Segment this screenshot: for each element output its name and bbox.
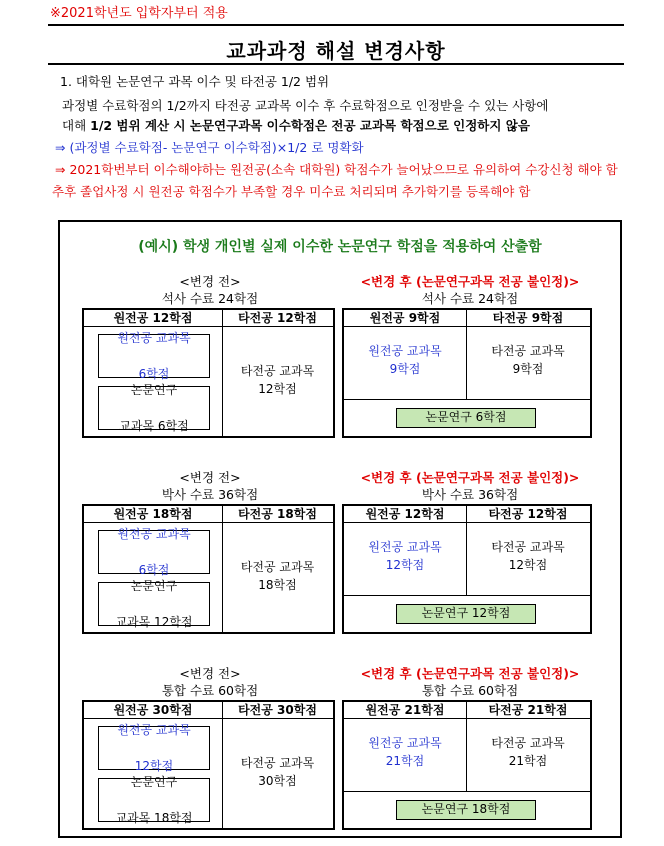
before-course-total: 석사 수료 24학점	[161, 291, 259, 306]
cell-text-line: 12학점	[508, 558, 548, 572]
cell-text-line: 6학점	[138, 367, 170, 381]
after-row-divider	[344, 791, 590, 792]
cell-text-line: 교과목 12학점	[115, 615, 193, 629]
after-row-divider	[344, 399, 590, 400]
after-other-course	[466, 538, 590, 574]
before-table	[82, 504, 335, 634]
section-text-line4: ⇒ 2021학번부터 이수해야하는 원전공(소속 대학원) 학점수가 늘어났으므로 유의하여 수강신청 해야 함	[55, 162, 618, 177]
before-header-major: 원전공 18학점	[84, 506, 222, 523]
after-header-other: 타전공 21학점	[466, 702, 590, 719]
cell-text-line: 21학점	[508, 754, 548, 768]
before-header-other: 타전공 18학점	[222, 506, 333, 523]
before-label: <변경 전>	[179, 274, 241, 289]
after-row-divider	[344, 595, 590, 596]
before-other-course	[222, 558, 333, 594]
cell-text-line: 원전공 교과목	[368, 344, 442, 358]
after-major-course	[344, 734, 466, 770]
section-text-line2-bold: 1/2 범위 계산 시 논문연구과목 이수학점은 전공 교과목 학점으로 인정하지 않음	[90, 118, 530, 133]
before-course-total: 박사 수료 36학점	[161, 487, 259, 502]
after-label: <변경 후 (논문연구과목 전공 불인정)>	[360, 666, 580, 681]
after-course-total: 박사 수료 36학점	[421, 487, 519, 502]
cell-text-line: 교과목 18학점	[115, 811, 193, 825]
before-course-total: 통합 수료 60학점	[161, 683, 259, 698]
section-text-line2-lead: 대해	[62, 118, 91, 133]
cell-text-line: 타전공 교과목	[491, 344, 565, 358]
before-label: <변경 전>	[179, 666, 241, 681]
example-title: (예시) 학생 개인별 실제 이수한 논문연구 학점을 적용하여 산출함	[138, 239, 542, 255]
after-label: <변경 후 (논문연구과목 전공 불인정)>	[360, 470, 580, 485]
cell-text-line: 9학점	[389, 362, 421, 376]
cell-text-line: 타전공 교과목	[491, 540, 565, 554]
cell-text-line: 9학점	[512, 362, 544, 376]
after-table	[342, 700, 592, 830]
before-major-course-box	[98, 331, 210, 381]
after-header-other: 타전공 12학점	[466, 506, 590, 523]
title-bottom-rule	[48, 63, 624, 65]
before-table	[82, 308, 335, 438]
cell-text-line: 21학점	[385, 754, 425, 768]
after-major-course	[344, 342, 466, 378]
after-other-course	[466, 734, 590, 770]
cell-text-line: 타전공 교과목	[240, 756, 315, 770]
after-table	[342, 504, 592, 634]
notice-text: ※2021학년도 입학자부터 적용	[50, 6, 228, 21]
cell-text-line: 18학점	[258, 578, 297, 592]
cell-text-line: 6학점	[138, 563, 170, 577]
before-table	[82, 700, 335, 830]
after-header-major: 원전공 12학점	[344, 506, 466, 523]
cell-text-line: 교과목 6학점	[119, 419, 189, 433]
cell-text-line: 원전공 교과목	[117, 527, 191, 541]
cell-text-line: 논문연구	[130, 579, 178, 593]
section-text-line1: 과정별 수료학점의 1/2까지 타전공 교과목 이수 후 수료학점으로 인정받을 수 있는 사항에	[62, 98, 549, 113]
after-course-total: 통합 수료 60학점	[421, 683, 519, 698]
cell-text-line: 타전공 교과목	[240, 364, 315, 378]
cell-text-line: 원전공 교과목	[368, 736, 442, 750]
before-label: <변경 전>	[179, 470, 241, 485]
section-text-line5: 추후 졸업사정 시 원전공 학점수가 부족할 경우 미수료 처리되며 추가학기를 등록해야 함	[52, 184, 531, 199]
before-other-course	[222, 754, 333, 790]
before-header-major: 원전공 12학점	[84, 310, 222, 327]
cell-text-line: 논문연구	[130, 775, 178, 789]
after-thesis-box: 논문연구 18학점	[396, 800, 536, 820]
before-other-course	[222, 362, 333, 398]
cell-text-line: 원전공 교과목	[368, 540, 442, 554]
before-thesis-box	[98, 383, 210, 433]
cell-text-line: 12학점	[134, 759, 174, 773]
cell-text-line: 30학점	[258, 774, 297, 788]
section-heading: 1. 대학원 논문연구 과목 이수 및 타전공 1/2 범위	[60, 74, 330, 89]
before-major-course-box	[98, 723, 210, 773]
cell-text-line: 타전공 교과목	[491, 736, 565, 750]
title-top-rule	[48, 24, 624, 26]
section-text-line2	[62, 116, 530, 134]
before-header-other: 타전공 30학점	[222, 702, 333, 719]
after-header-major: 원전공 9학점	[344, 310, 466, 327]
cell-text-line: 원전공 교과목	[117, 723, 191, 737]
after-header-other: 타전공 9학점	[466, 310, 590, 327]
before-major-course-box	[98, 527, 210, 577]
before-header-major: 원전공 30학점	[84, 702, 222, 719]
after-course-total: 석사 수료 24학점	[421, 291, 519, 306]
before-thesis-box	[98, 579, 210, 629]
section-text-line3: ⇒ (과정별 수료학점- 논문연구 이수학점)×1/2 로 명확화	[55, 140, 364, 155]
cell-text-line: 원전공 교과목	[117, 331, 191, 345]
cell-text-line: 타전공 교과목	[240, 560, 315, 574]
page-title: 교과과정 해설 변경사항	[226, 39, 446, 63]
after-major-course	[344, 538, 466, 574]
cell-text-line: 12학점	[258, 382, 297, 396]
after-thesis-box: 논문연구 6학점	[396, 408, 536, 428]
cell-text-line: 12학점	[385, 558, 425, 572]
after-other-course	[466, 342, 590, 378]
cell-text-line: 논문연구	[130, 383, 178, 397]
after-label: <변경 후 (논문연구과목 전공 불인정)>	[360, 274, 580, 289]
before-header-other: 타전공 12학점	[222, 310, 333, 327]
after-thesis-box: 논문연구 12학점	[396, 604, 536, 624]
after-header-major: 원전공 21학점	[344, 702, 466, 719]
before-thesis-box	[98, 775, 210, 825]
after-table	[342, 308, 592, 438]
